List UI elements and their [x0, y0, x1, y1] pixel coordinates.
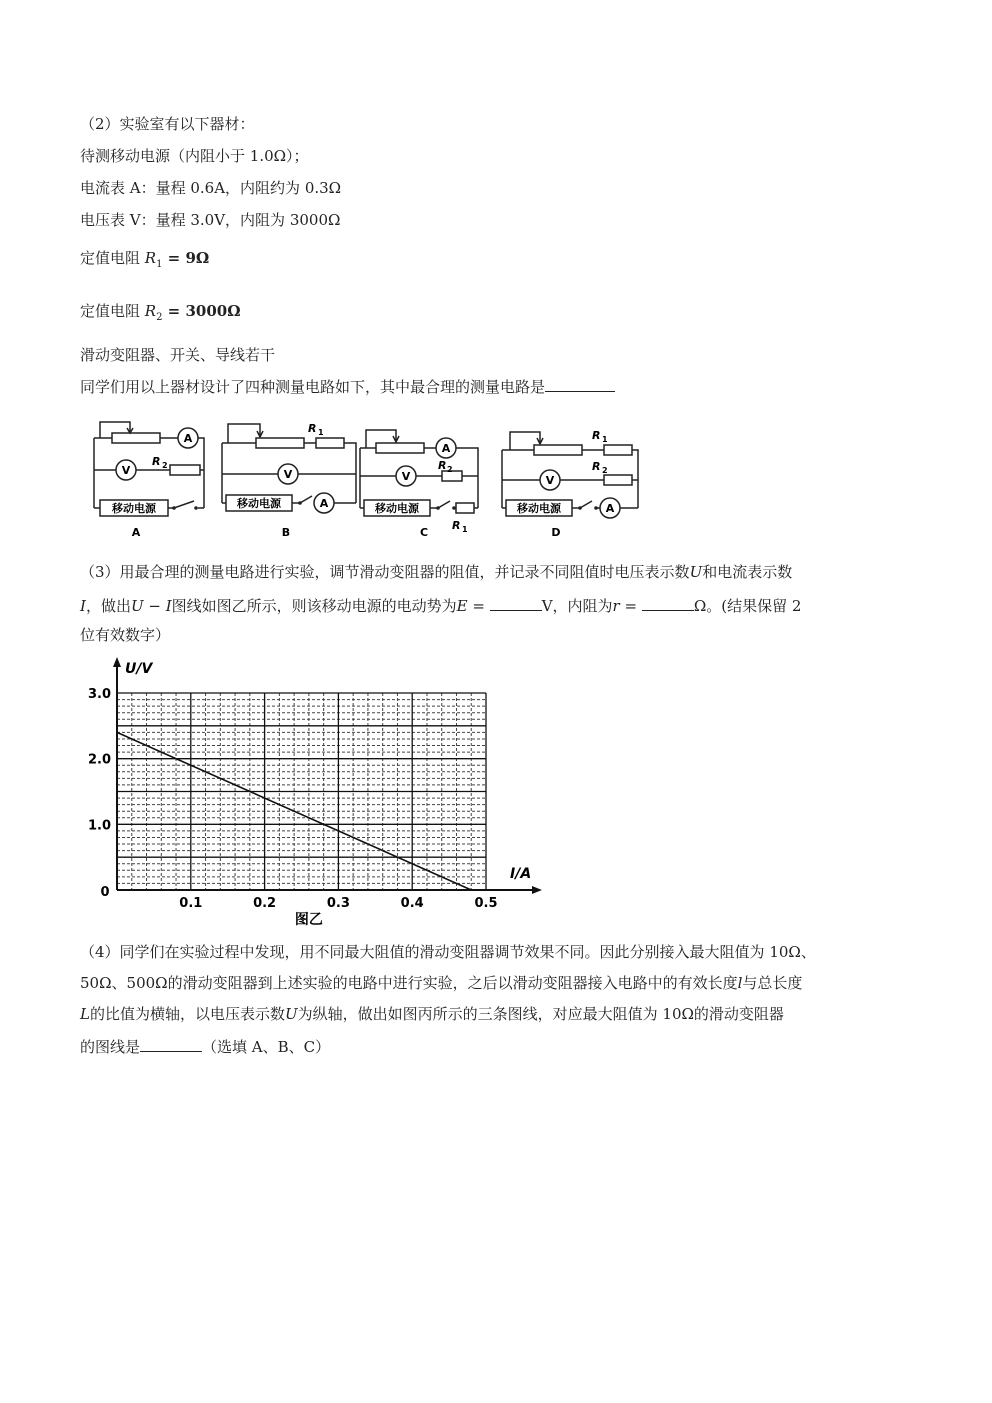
circuit-diagrams [80, 408, 660, 543]
x-tick-label: 0.3 [326, 896, 350, 911]
svg-text:R: R [438, 459, 447, 472]
equipment-item: 待测移动电源（内阻小于 1.0Ω）； [80, 147, 309, 165]
q3-line1: （3）用最合理的测量电路进行实验，调节滑动变阻器的阻值，并记录不同阻值时电压表示数U和电流表示数 [80, 563, 793, 581]
svg-text:移动电源: 移动电源 [237, 497, 281, 510]
x-axis-label: I/A [510, 866, 532, 882]
svg-text:A: A [605, 502, 615, 515]
y-tick-label: 3.0 [87, 687, 111, 702]
circuit-d [502, 429, 638, 539]
svg-text:V: V [401, 470, 411, 483]
circuit-label-b: B [281, 526, 291, 539]
q2-header: （2）实验室有以下器材： [80, 115, 255, 133]
x-tick-label: 0.1 [179, 896, 203, 911]
svg-text:R: R [152, 455, 161, 468]
answer-blank-resistance[interactable] [642, 594, 694, 611]
svg-text:2: 2 [602, 466, 608, 475]
svg-text:1: 1 [318, 428, 324, 437]
svg-text:R: R [592, 460, 601, 473]
equipment-item: 电流表 A：量程 0.6A，内阻约为 0.3Ω [80, 179, 342, 197]
equipment-r2: 定值电阻 $R_2 = 3000\Omega$ [80, 302, 241, 323]
answer-blank[interactable] [545, 375, 615, 392]
svg-text:2: 2 [447, 465, 453, 474]
svg-text:移动电源: 移动电源 [112, 502, 156, 515]
svg-text:A: A [319, 497, 329, 510]
chart-title: 图乙 [294, 912, 323, 928]
equipment-item: 电压表 V：量程 3.0V，内阻为 3000Ω [80, 211, 341, 229]
q2-question: 同学们用以上器材设计了四种测量电路如下，其中最合理的测量电路是 [80, 375, 615, 397]
svg-text:V: V [283, 468, 293, 481]
q4-line4: 的图线是 （选填 A、B、C） [80, 1035, 330, 1057]
x-axis-arrow [532, 886, 542, 894]
circuit-a [94, 422, 204, 539]
equipment-other: 滑动变阻器、开关、导线若干 [80, 346, 276, 364]
y-axis-arrow [113, 657, 121, 667]
svg-text:R: R [592, 429, 601, 442]
x-tick-label: 0.5 [474, 896, 498, 911]
circuit-b [222, 422, 356, 539]
svg-text:R: R [308, 422, 317, 435]
svg-text:A: A [441, 442, 451, 455]
y-tick-label: 2.0 [87, 752, 111, 768]
q4-line2: 50Ω、500Ω的滑动变阻器到上述实验的电路中进行实验，之后以滑动变阻器接入电路中的有效长度l与总长度 [80, 974, 803, 992]
x-tick-label: 0.2 [253, 896, 277, 911]
svg-text:V: V [545, 474, 555, 487]
svg-text:V: V [121, 464, 131, 477]
q3-line3: 位有效数字） [80, 626, 171, 644]
svg-text:R: R [452, 519, 461, 532]
svg-text:A: A [183, 432, 193, 445]
svg-text:移动电源: 移动电源 [375, 502, 419, 515]
answer-blank-curve[interactable] [140, 1035, 202, 1052]
circuit-label-a: A [131, 526, 141, 539]
svg-text:1: 1 [602, 435, 608, 444]
q4-line3: L的比值为横轴，以电压表示数U为纵轴，做出如图丙所示的三条图线，对应最大阻值为 10Ω的滑动变阻器 [80, 1005, 784, 1023]
y-axis-label: U/V [125, 661, 153, 677]
x-tick-label: 0.4 [400, 896, 424, 911]
q3-line2: I，做出U − I图线如图乙所示，则该移动电源的电动势为E = V，内阻为r = Ω。(结果保留 2 [80, 594, 801, 616]
y-tick-label: 1.0 [87, 818, 111, 834]
x-tick-label: 0 [100, 885, 110, 900]
circuit-c [360, 430, 478, 539]
svg-text:2: 2 [162, 461, 168, 470]
circuit-label-d: D [551, 526, 561, 539]
ui-chart [75, 655, 555, 930]
answer-blank-emf[interactable] [490, 594, 542, 611]
equipment-r1: 定值电阻 $R_1 = 9\Omega$ [80, 249, 210, 270]
svg-text:1: 1 [462, 525, 468, 534]
circuit-label-c: C [419, 526, 429, 539]
svg-text:移动电源: 移动电源 [517, 502, 561, 515]
q4-line1: （4）同学们在实验过程中发现，用不同最大阻值的滑动变阻器调节效果不同。因此分别接入最大阻值为 10Ω、 [80, 943, 816, 961]
